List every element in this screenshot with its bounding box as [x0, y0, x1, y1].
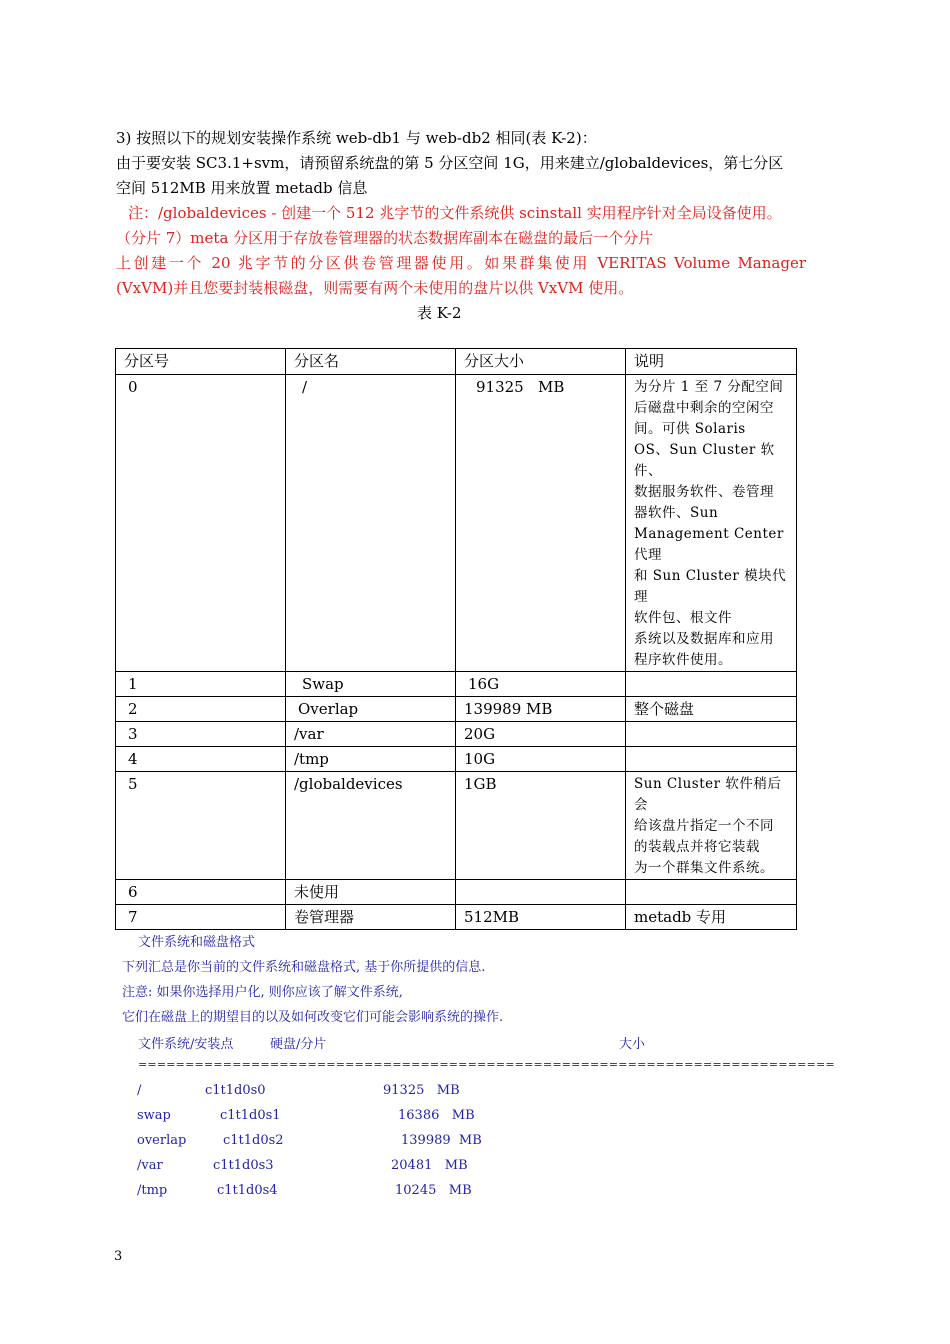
- fs-separator: ==========================================================================: [138, 1058, 835, 1071]
- fs-row-disk: c1t1d0s4: [217, 1183, 278, 1198]
- row-number: 0: [128, 378, 138, 396]
- row-size: 20G: [464, 725, 496, 743]
- row-number: 7: [128, 908, 138, 926]
- row-name: 卷管理器: [294, 908, 355, 926]
- row-number: 2: [128, 700, 138, 718]
- fs-row-disk: c1t1d0s2: [223, 1133, 284, 1148]
- fs-row-size: 91325 MB: [383, 1083, 460, 1098]
- fs-row-size: 10245 MB: [395, 1183, 472, 1198]
- row-number: 6: [128, 883, 138, 901]
- table-row: [116, 722, 797, 747]
- desc-line: 系统以及数据库和应用: [634, 631, 774, 647]
- table-caption: 表 K-2: [417, 304, 462, 322]
- row-name: 未使用: [294, 883, 340, 901]
- fs-row-disk: c1t1d0s3: [213, 1158, 274, 1173]
- row-size: 1GB: [464, 775, 497, 793]
- desc-line: Sun Cluster 软件稍后会: [634, 776, 782, 813]
- row-description: [626, 375, 797, 672]
- table-header-row: [116, 349, 797, 375]
- desc-line: 软件包、根文件: [634, 610, 732, 626]
- desc-line: 数据服务软件、卷管理: [634, 484, 774, 500]
- intro-line-1: 3) 按照以下的规划安装操作系统 web-db1 与 web-db2 相同(表 K-2)：: [116, 129, 597, 147]
- desc-line: 后磁盘中剩余的空闲空: [634, 400, 774, 416]
- row-number: 3: [128, 725, 138, 743]
- row-number: 4: [128, 750, 138, 768]
- header-description: 说明: [626, 349, 797, 375]
- table-row: [116, 375, 797, 672]
- fs-line-3: 它们在磁盘上的期望目的以及如何改变它们可能会影响系统的操作.: [122, 1010, 504, 1025]
- partition-table: [115, 348, 797, 930]
- fs-row-mount: swap: [137, 1108, 171, 1123]
- fs-row-mount: /var: [137, 1158, 163, 1173]
- fs-col-size-header: 大小: [619, 1037, 646, 1052]
- desc-line: 为一个群集文件系统。: [634, 860, 774, 876]
- table-row: [116, 672, 797, 697]
- table-row: [116, 697, 797, 722]
- desc-line: 间。可供 Solaris: [634, 421, 746, 437]
- row-description: 整个磁盘: [634, 700, 695, 718]
- row-name: Overlap: [298, 700, 359, 718]
- table-row: [116, 905, 797, 930]
- fs-row-size: 20481 MB: [391, 1158, 468, 1173]
- page-number: 3: [114, 1249, 123, 1264]
- fs-col-mount-header: 文件系统/安装点: [138, 1037, 234, 1052]
- fs-row-mount: overlap: [137, 1133, 187, 1148]
- desc-line: 给该盘片指定一个不同: [634, 818, 774, 834]
- desc-line: 程序软件使用。: [634, 652, 732, 668]
- note-line-3: 上创建一个 20 兆字节的分区供卷管理器使用。如果群集使用 VERITAS Volume Manager: [116, 254, 806, 272]
- fs-row-size: 16386 MB: [398, 1108, 475, 1123]
- desc-line: 的装载点并将它装载: [634, 839, 760, 855]
- fs-row-mount: /: [137, 1083, 142, 1098]
- row-size: 139989 MB: [464, 700, 553, 718]
- row-number: 5: [128, 775, 138, 793]
- desc-line: 为分片 1 至 7 分配空间: [634, 379, 784, 395]
- desc-line: Management Center 代理: [634, 526, 784, 563]
- header-partition-name: 分区名: [286, 349, 456, 375]
- row-name: /var: [294, 725, 324, 743]
- fs-row-size: 139989 MB: [401, 1133, 482, 1148]
- fs-row-disk: c1t1d0s1: [220, 1108, 281, 1123]
- header-partition-size: 分区大小: [456, 349, 626, 375]
- desc-line: OS、Sun Cluster 软件、: [634, 442, 775, 479]
- note-line-2: （分片 7）meta 分区用于存放卷管理器的状态数据库副本在磁盘的最后一个分片: [116, 229, 654, 247]
- row-size: 16G: [468, 675, 500, 693]
- row-description: metadb 专用: [634, 908, 727, 926]
- intro-line-2: 由于要安装 SC3.1+svm，请预留系统盘的第 5 分区空间 1G，用来建立/globaldevices，第七分区: [116, 154, 784, 172]
- desc-line: 器软件、Sun: [634, 505, 719, 521]
- row-name: /tmp: [294, 750, 329, 768]
- row-description: [626, 772, 797, 880]
- fs-row-mount: /tmp: [137, 1183, 168, 1198]
- row-size: 512MB: [464, 908, 520, 926]
- fs-title: 文件系统和磁盘格式: [138, 935, 256, 950]
- row-number: 1: [128, 675, 138, 693]
- table-row: [116, 747, 797, 772]
- row-name: /globaldevices: [294, 775, 403, 793]
- desc-line: 和 Sun Cluster 模块代理: [634, 568, 787, 605]
- note-line-4: (VxVM)并且您要封装根磁盘，则需要有两个未使用的盘片以供 VxVM 使用。: [116, 279, 634, 297]
- fs-row-disk: c1t1d0s0: [205, 1083, 266, 1098]
- fs-col-disk-header: 硬盘/分片: [270, 1037, 327, 1052]
- note-line-1: 注：/globaldevices - 创建一个 512 兆字节的文件系统供 scinstall 实用程序针对全局设备使用。: [128, 204, 782, 222]
- fs-line-1: 下列汇总是你当前的文件系统和磁盘格式, 基于你所提供的信息.: [122, 960, 486, 975]
- row-size: 91325 MB: [476, 378, 565, 396]
- fs-line-2: 注意: 如果你选择用户化, 则你应该了解文件系统,: [122, 985, 403, 1000]
- row-name: /: [302, 378, 308, 396]
- table-row: [116, 772, 797, 880]
- table-row: [116, 880, 797, 905]
- row-size: 10G: [464, 750, 496, 768]
- row-name: Swap: [302, 675, 344, 693]
- intro-line-3: 空间 512MB 用来放置 metadb 信息: [116, 179, 368, 197]
- header-partition-number: 分区号: [116, 349, 286, 375]
